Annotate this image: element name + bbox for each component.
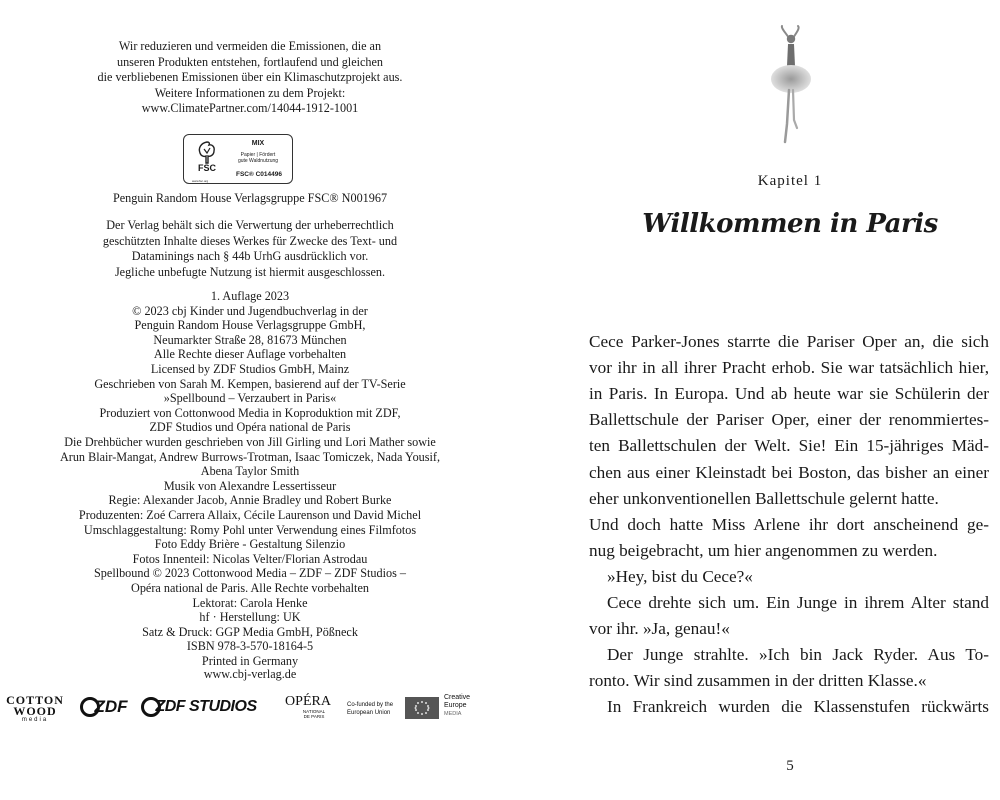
imprint-line: ZDF Studios und Opéra national de Paris (149, 420, 351, 435)
fsc-sub-line: gute Waldnutzung (237, 158, 279, 164)
page-number: 5 (786, 758, 794, 774)
imprint-line: Fotos Innenteil: Nicolas Velter/Florian Astrodau (132, 551, 368, 566)
imprint-line: Lektorat: Carola Henke (192, 595, 308, 610)
body-line: Und doch hatte Miss Arlene ihr dort anscheinend ge- (589, 514, 989, 534)
logo-text: European Union (347, 710, 391, 716)
imprint-line: www.ClimatePartner.com/14044-1912-1001 (141, 101, 359, 115)
chapter-label: Kapitel 1 (757, 173, 823, 189)
zdf-logo (80, 697, 128, 717)
zdf-studios-logo (141, 697, 257, 717)
imprint-line: Alle Rechte dieser Auflage vorbehalten (153, 347, 347, 362)
imprint-line: Printed in Germany (201, 654, 299, 668)
imprint-line: unseren Produkten entstehen, fortlaufend und gleichen (116, 54, 383, 69)
logo-text: OPÉRA (285, 694, 331, 709)
imprint-line: ISBN 978-3-570-18164-5 (186, 639, 314, 654)
fsc-logo-text: FSC (198, 163, 216, 173)
imprint-line: Produzenten: Zoé Carrera Allaix, Cécile Laurenson und David Michel (78, 508, 422, 522)
eu-flag-icon (405, 697, 439, 719)
body-line: Der Junge strahlte. »Ich bin Jack Ryder. Aus To- (607, 645, 989, 665)
imprint-line: Der Verlag behält sich die Verwertung der urheberrechtlich (106, 218, 394, 232)
imprint-line: Foto Eddy Brière - Gestaltung Silenzio (154, 537, 346, 552)
imprint-line: © 2023 cbj Kinder und Jugendbuchverlag in der (132, 303, 368, 318)
imprint-line: Satz & Druck: GGP Media GmbH, Pößneck (142, 624, 358, 639)
logo-text: media (21, 717, 49, 723)
body-line: chen aus einer Kleinstadt bei Boston, das bisher an einer (589, 462, 989, 482)
logo-text: ZDF (94, 697, 128, 716)
chapter-page (500, 0, 1000, 800)
logo-text: MEDIA (444, 711, 462, 717)
ballerina-illustration (765, 24, 817, 146)
body-line: Ballettschule der Pariser Oper, einer der renommiertes- (589, 410, 989, 430)
imprint-line: Arun Blair-Mangat, Andrew Burrows-Trotman, Isaac Tomiczek, Nada Yousif, (59, 449, 441, 464)
logo-text: Co-funded by the (347, 702, 394, 708)
imprint-line: Spellbound © 2023 Cottonwood Media – ZDF – ZDF Studios – (94, 566, 406, 581)
logo-text: ZDF STUDIOS (155, 698, 257, 715)
body-line: nug beigebracht, um hier angenommen zu werden. (589, 540, 938, 560)
imprint-line: Wir reduzieren und vermeiden die Emissionen, die an (118, 39, 382, 53)
fsc-label (183, 134, 293, 184)
imprint-line: Penguin Random House Verlagsgruppe GmbH, (134, 318, 366, 333)
imprint-line: Geschrieben von Sarah M. Kempen, basierend auf der TV-Serie (94, 376, 406, 391)
body-line: vor ihr in all ihrer Pracht erhob. Sie war tatsächlich hier, (589, 358, 989, 378)
fsc-publisher: Penguin Random House Verlagsgruppe FSC® N001967 (112, 191, 388, 205)
imprint-line: Jegliche unbefugte Nutzung ist hiermit ausgeschlossen. (114, 264, 386, 279)
body-line: eher unkonventionellen Ballettschule gelernt hatte. (589, 488, 939, 508)
imprint-line: die verbliebenen Emissionen über ein Klimaschutzprojekt aus. (97, 70, 403, 84)
body-line: Cece Parker-Jones starrte die Pariser Oper an, die sich (589, 332, 989, 351)
body-line: ten Ballettschulen der Welt. Sie! Ein 15-jähriges Mäd- (589, 436, 989, 456)
fsc-tree-icon (192, 139, 222, 179)
body-line: Cece drehte sich um. Ein Junge in ihrem Alter stand (607, 593, 989, 612)
imprint-line: Weitere Informationen zu dem Projekt: (154, 85, 346, 100)
cottonwood-logo (2, 695, 68, 723)
creative-europe-logo (444, 694, 470, 718)
logo-text: COTTON (6, 693, 64, 707)
imprint-line: Neumarkter Straße 28, 81673 München (153, 332, 347, 347)
logo-text: NATIONAL (302, 709, 326, 714)
imprint-line: Regie: Alexander Jacob, Annie Bradley und Robert Burke (108, 493, 392, 508)
body-line: vor ihr. »Ja, genau!« (589, 619, 730, 639)
imprint-line: »Spellbound – Verzaubert in Paris« (163, 391, 337, 406)
imprint-line: Licensed by ZDF Studios GmbH, Mainz (150, 362, 350, 376)
fsc-code: FSC® C014496 (236, 171, 282, 178)
eu-stars-icon (405, 697, 439, 719)
imprint-line: Abena Taylor Smith (200, 464, 300, 479)
imprint-line: Umschlaggestaltung: Romy Pohl unter Verwendung eines Filmfotos (83, 522, 417, 537)
imprint-line: Die Drehbücher wurden geschrieben von Jill Girling und Lori Mather sowie (64, 435, 436, 449)
imprint-line: hf · Herstellung: UK (199, 610, 301, 625)
chapter-title: Willkommen in Paris (642, 209, 938, 239)
imprint-line: geschützten Inhalte dieses Werkes für Zwecke des Text- und (102, 233, 398, 248)
logo-text: Creative (444, 694, 471, 701)
imprint-line: Produziert von Cottonwood Media in Koproduktion mit ZDF, (99, 405, 401, 420)
imprint-line: 1. Auflage 2023 (210, 289, 290, 303)
imprint-line: Musik von Alexandre Lessertisseur (163, 478, 337, 493)
eu-funding-text (347, 701, 393, 717)
body-line: »Hey, bist du Cece?« (607, 566, 753, 586)
fsc-mix: MIX (251, 140, 265, 147)
fsc-subtitle (230, 152, 286, 164)
body-line: In Frankreich wurden die Klassenstufen rückwärts (607, 697, 989, 717)
fsc-sub-line: Papier | Fördert (240, 152, 276, 158)
body-line: in Paris. In Europa. Und ab heute war sie Schülerin der (589, 384, 989, 404)
body-line: ronto. Wir sind zusammen in der dritten Klasse.« (589, 671, 927, 691)
imprint-line: Dataminings nach § 44b UrhG ausdrücklich vor. (131, 249, 369, 263)
logo-text: DE PARIS (303, 714, 325, 719)
fsc-url: www.fsc.org (192, 179, 209, 183)
logo-text: WOOD (13, 704, 57, 718)
publisher-website: www.cbj-verlag.de (203, 667, 297, 681)
logo-text: Europe (444, 702, 467, 709)
imprint-line: Opéra national de Paris. Alle Rechte vorbehalten (131, 581, 369, 595)
opera-logo (278, 695, 338, 719)
